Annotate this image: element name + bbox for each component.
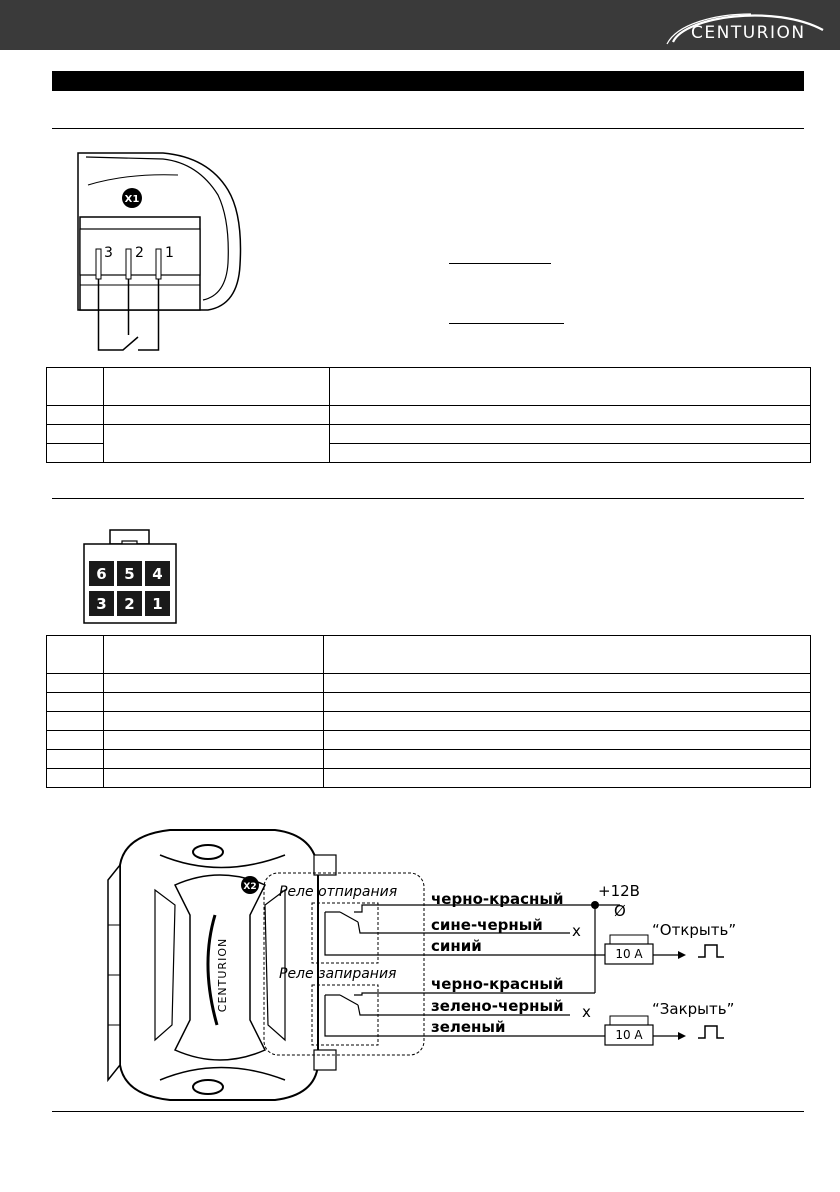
wire-lock-2: зелено-черный <box>431 997 564 1015</box>
connector-x2-figure <box>82 527 178 624</box>
table-row <box>47 425 811 444</box>
header-bar <box>0 0 840 50</box>
underline-2 <box>449 323 564 324</box>
module-brand: CENTURION <box>216 937 229 1013</box>
divider-bottom <box>52 1111 804 1112</box>
x2-badge-label: X2 <box>243 882 257 892</box>
x1-pin-table <box>46 367 811 463</box>
brand-name: CENTURION <box>691 23 806 43</box>
wire-unlock-3: синий <box>431 937 482 955</box>
x2-pin-3: 3 <box>96 595 107 613</box>
table-row <box>47 750 811 769</box>
x1-badge-label: X1 <box>124 194 140 205</box>
x2-pin-4: 4 <box>152 565 163 583</box>
wiring-diagram <box>100 825 780 1105</box>
section-title-band <box>52 71 804 91</box>
wire-unlock-1: черно-красный <box>431 890 564 908</box>
table-row <box>47 693 811 712</box>
power-terminal-icon: Ø <box>614 902 626 920</box>
open-signal-label: “Открыть” <box>652 921 737 939</box>
table-row <box>47 674 811 693</box>
centurion-logo <box>655 8 830 46</box>
wire-lock-3: зеленый <box>431 1018 506 1036</box>
table-row <box>47 769 811 788</box>
nc-mark-1: x <box>572 922 581 940</box>
table-row <box>47 731 811 750</box>
x1-pin-3: 3 <box>104 245 113 261</box>
fuse-2-label: 10 A <box>615 1028 643 1042</box>
x2-pin-2: 2 <box>124 595 135 613</box>
wire-lock-1: черно-красный <box>431 975 564 993</box>
underline-1 <box>449 263 551 264</box>
close-signal-label: “Закрыть” <box>652 1000 735 1018</box>
wire-unlock-2: сине-черный <box>431 916 543 934</box>
table-header-row <box>47 368 811 406</box>
relay-lock-label: Реле запирания <box>279 966 397 982</box>
fuse-1-label: 10 A <box>615 947 643 961</box>
divider-1 <box>52 128 804 129</box>
x1-pin-2: 2 <box>135 245 144 261</box>
power-label: +12В <box>598 882 640 900</box>
table-row <box>47 406 811 425</box>
x2-pin-table <box>46 635 811 788</box>
nc-mark-2: x <box>582 1003 591 1021</box>
x2-pin-6: 6 <box>96 565 107 583</box>
connector-x1-figure <box>68 145 243 355</box>
x1-pin-1: 1 <box>165 245 174 261</box>
x2-pin-1: 1 <box>152 595 163 613</box>
x2-pin-5: 5 <box>124 565 135 583</box>
relay-unlock-label: Реле отпирания <box>279 884 398 900</box>
table-row <box>47 712 811 731</box>
table-header-row <box>47 636 811 674</box>
divider-2 <box>52 498 804 499</box>
